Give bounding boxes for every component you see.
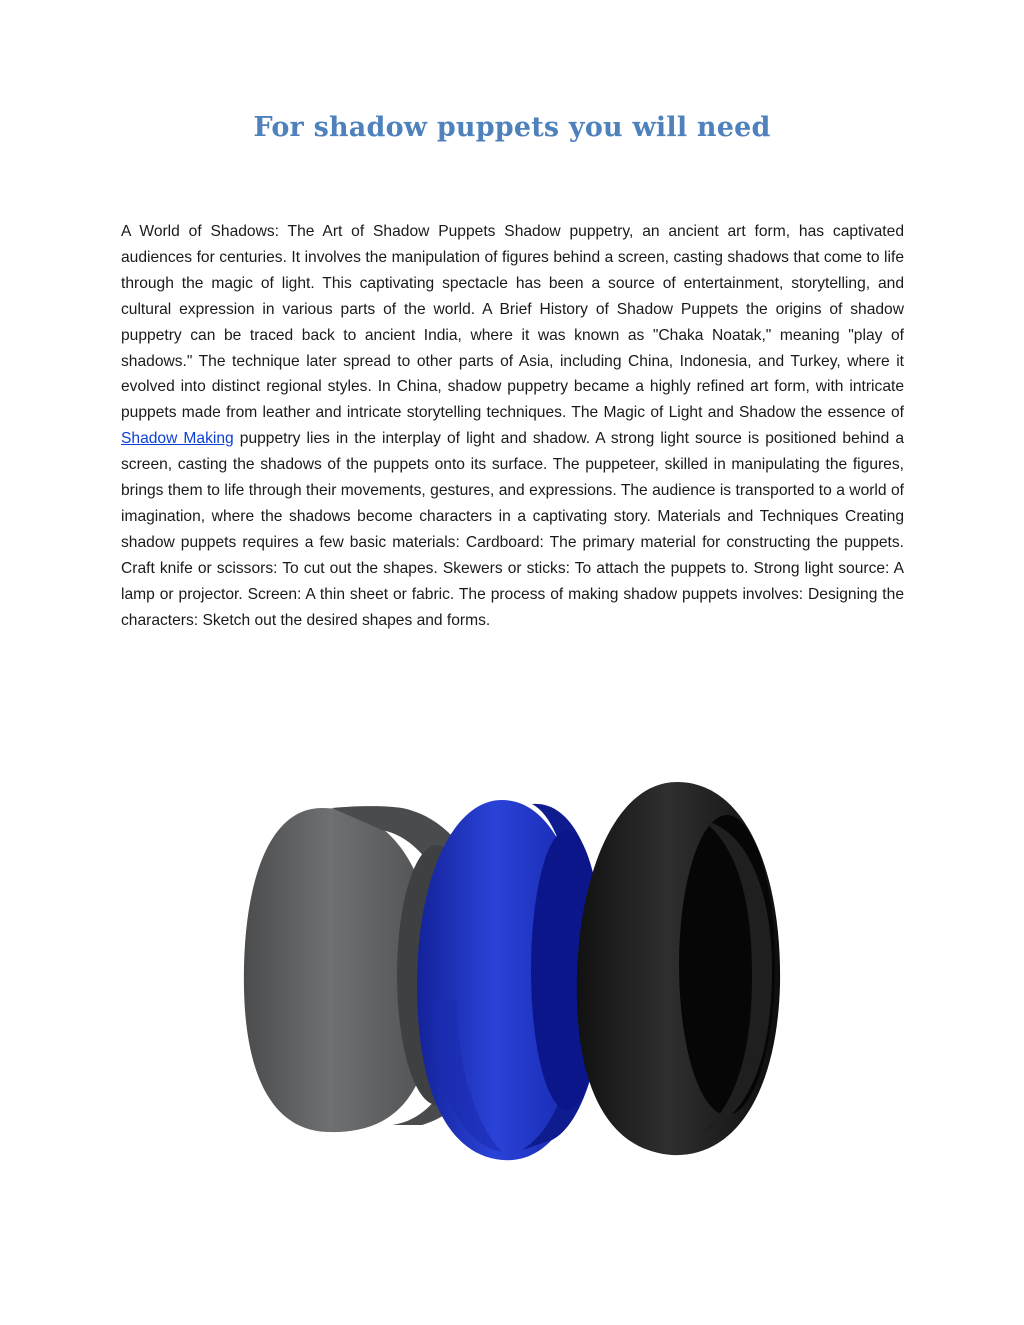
paragraph-text-before-link: A World of Shadows: The Art of Shadow Puppets Shadow puppetry, an ancient art form, has captivated audiences for centuries. It involves the manipulation of figures behind a screen, casting shadows that come to life through the magic of light. This captivating spectacle has been a source of entertainment, storytelling, and cultural expression in various parts of the world. A Brief History of Shadow Puppets the origins of shadow puppetry can be traced back to ancient India, where it was known as "Chaka Noatak," meaning "play of shadows." The technique later spread to other parts of Asia, including China, Indonesia, and Turkey, where it evolved into distinct regional styles. In China, shadow puppetry became a highly refined art form, with intricate puppets made from leather and intricate storytelling techniques. The Magic of Light and Shadow the essence of [121,223,904,422]
body-paragraph [121,219,904,634]
page-title: For shadow puppets you will need [253,112,771,143]
shadow-making-link[interactable]: Shadow Making [121,430,234,448]
rings-photo [232,760,792,1230]
paragraph-text-after-link: puppetry lies in the interplay of light and shadow. A strong light source is positioned behind a screen, casting the shadows of the puppets onto its surface. The puppeteer, skilled in manipulating the figures, brings them to life through their movements, gestures, and expressions. The audience is transported to a world of imagination, where the shadows become characters in a captivating story. Materials and Techniques Creating shadow puppets requires a few basic materials: Cardboard: The primary material for constructing the puppets. Craft knife or scissors: To cut out the shapes. Skewers or sticks: To attach the puppets to. Strong light source: A lamp or projector. Screen: A thin sheet or fabric. The process of making shadow puppets involves: Designing the characters: Sketch out the desired shapes and forms. [121,430,904,629]
blue-ring [417,800,604,1160]
rings-illustration [232,760,792,1230]
black-ring [577,782,780,1155]
